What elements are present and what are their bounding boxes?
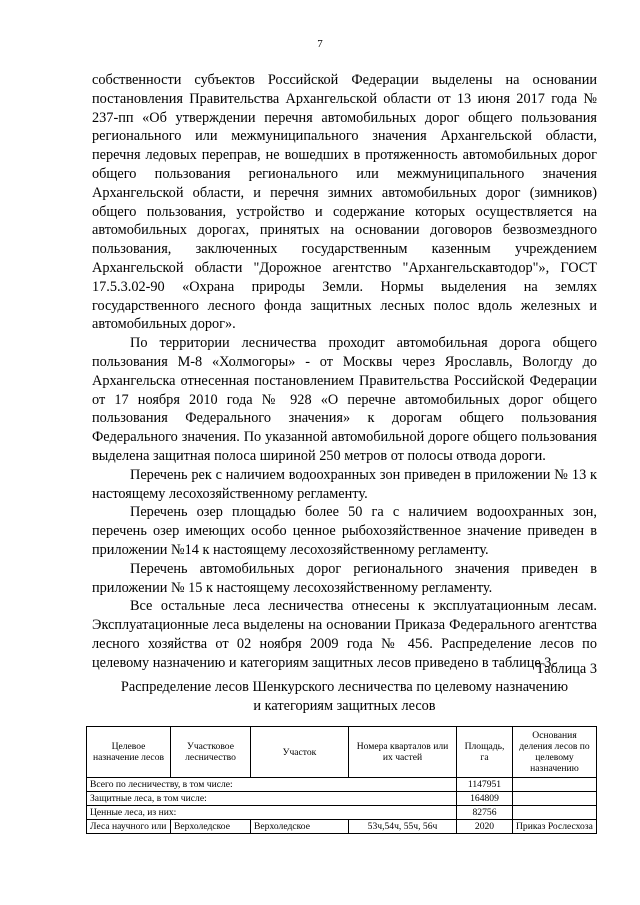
table-row — [87, 792, 597, 806]
summary-basis — [513, 792, 597, 806]
paragraph-6: Все остальные леса лесничества отнесены к эксплуатационным лесам. Эксплуатационные леса выделены на основании Приказа Федерального агентства лесного хозяйства от 02 ноября 2009 года № 456. Распределение лесов по целевому назначению и категориям защитных лесов приведено в таблице 3. — [92, 598, 597, 671]
header-area: Площадь, га — [457, 727, 513, 778]
paragraph-2: По территории лесничества проходит автомобильная дорога общего пользования М-8 «Холмогоры» - от Москвы через Ярославль, Вологду до Архангельска отнесенная постановлением Правительства Российской Федерации от 17 ноября 2010 года № 928 «О перечне автомобильных дорог общего пользования Федерального значения» к дорогам общего пользования Федерального значения. По указанной автомобильной дороге общего пользования выделена защитная полоса шириной 250 метров от полосы отвода дороги. — [92, 335, 597, 464]
forest-distribution-table — [86, 726, 597, 834]
table-label: Таблица 3 — [535, 661, 597, 677]
body-text — [92, 71, 597, 673]
header-quarters: Номера кварталов или их частей — [349, 727, 457, 778]
summary-basis — [513, 778, 597, 792]
summary-area: 164809 — [457, 792, 513, 806]
cell-site: Верхоледское — [251, 820, 349, 834]
header-district: Участковое лесничество — [171, 727, 251, 778]
table-title — [92, 678, 597, 715]
table-header-row — [87, 727, 597, 778]
summary-area: 1147951 — [457, 778, 513, 792]
cell-area: 2020 — [457, 820, 513, 834]
cell-district: Верхоледское — [171, 820, 251, 834]
cell-basis: Приказ Рослесхоза — [513, 820, 597, 834]
paragraph-1: собственности субъектов Российской Федерации выделены на основании постановления Правительства Архангельской области от 13 июня 2017 года № 237-пп «Об утверждении перечня автомобильных дорог общего пользования регионального или межмуниципального значения Архангельской области, перечня ледовых переправ, не вошедших в протяженность автомобильных дорог общего пользования регионального или межмуниципального значения Архангельской области, и перечня зимних автомобильных дорог (зимников) общего пользования, устройство и содержание которых осуществляется на автомобильных дорогах, принятых на основании договоров безвозмездного пользования, заключенных государственным казенным учреждением Архангельской области "Дорожное агентство "Архангельскавтодор"», ГОСТ 17.5.3.02-90 «Охрана природы Земли. Нормы выделения на землях государственного лесного фонда защитных лесных полос вдоль железных и автомобильных дорог». — [92, 72, 597, 333]
header-purpose: Целевое назначение лесов — [87, 727, 171, 778]
cell-quarters: 53ч,54ч, 55ч, 56ч — [349, 820, 457, 834]
table-row — [87, 806, 597, 820]
summary-area: 82756 — [457, 806, 513, 820]
summary-label: Всего по лесничеству, в том числе: — [87, 778, 457, 792]
paragraph-4: Перечень озер площадью более 50 га с наличием водоохранных зон, перечень озер имеющих особо ценное рыбохозяйственное значение приведен в приложении №14 к настоящему лесохозяйственному регламенту. — [92, 504, 597, 558]
table-row — [87, 820, 597, 834]
summary-basis — [513, 806, 597, 820]
table-row — [87, 778, 597, 792]
summary-label: Защитные леса, в том числе: — [87, 792, 457, 806]
paragraph-5: Перечень автомобильных дорог регионального значения приведен в приложении № 15 к настоящему лесохозяйственному регламенту. — [92, 560, 597, 596]
cell-purpose: Леса научного или — [87, 820, 171, 834]
paragraph-3: Перечень рек с наличием водоохранных зон приведен в приложении № 13 к настоящему лесохозяйственному регламенту. — [92, 466, 597, 502]
table-title-line-1: Распределение лесов Шенкурского лесничества по целевому назначению — [120, 679, 569, 695]
summary-label: Ценные леса, из них: — [87, 806, 457, 820]
page-number: 7 — [317, 38, 323, 50]
header-site: Участок — [251, 727, 349, 778]
table-title-line-2: и категориям защитных лесов — [253, 697, 436, 714]
header-basis: Основания деления лесов по целевому назначению — [513, 727, 597, 778]
